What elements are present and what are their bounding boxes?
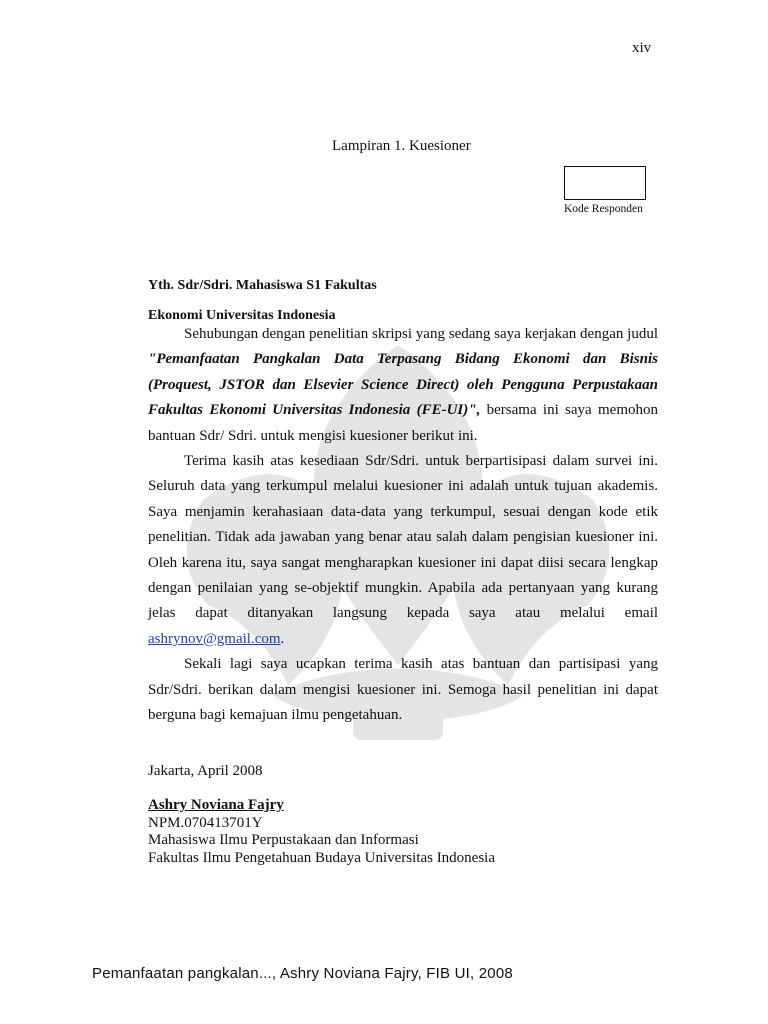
- intro-request-text: bersama ini saya memohon bantuan Sdr/ Sdri. untuk mengisi kuesioner berikut ini.: [148, 402, 658, 444]
- thanks-text: Terima kasih atas kesediaan Sdr/Sdri. untuk berpartisipasi dalam survei ini. Seluruh data yang terkumpul melalui kuesioner ini adalah untuk tujuan akademis. Saya menjamin kerahasiaan data-data yang terkumpul, sesuai dengan kode etik penelitian. Tidak ada jawaban yang benar atau salah dalam pengisian kuesioner ini. Oleh karena itu, saya sangat mengharapkan kuesioner ini dapat diisi secara lengkap dengan penilaian yang se-objektif mungkin. Apabila ada pertanyaan yang kurang jelas dapat ditanyakan langsung kepada saya atau melalui email: [148, 453, 658, 622]
- research-title: "Pemanfaatan Pangkalan Data Terpasang Bidang Ekonomi dan Bisnis (Proquest, JSTOR dan Elsevier Science Direct) oleh Pengguna Perpustakaan Fakultas Ekonomi Universitas Indonesia (FE-UI)",: [148, 351, 658, 419]
- signer-npm: NPM.070413701Y: [148, 814, 263, 831]
- signer-name: Ashry Noviana Fajry: [148, 797, 284, 813]
- closing-text: Sekali lagi saya ucapkan terima kasih atas bantuan dan partisipasi yang Sdr/Sdri. berikan dalam mengisi kuesioner ini. Semoga hasil penelitian ini dapat berguna bagi kemajuan ilmu pengetahuan.: [148, 656, 658, 724]
- kode-responden-box[interactable]: [564, 166, 646, 200]
- paragraph-closing: [148, 652, 658, 728]
- signer-faculty: Fakultas Ilmu Pengetahuan Budaya Universitas Indonesia: [148, 849, 496, 866]
- intro-text: Sehubungan dengan penelitian skripsi yang sedang saya kerjakan dengan judul: [184, 326, 658, 342]
- page-title: Lampiran 1. Kuesioner: [332, 138, 471, 154]
- paragraph-intro: [148, 322, 658, 449]
- paragraph-thanks: [148, 449, 658, 652]
- page-footer: Pemanfaatan pangkalan..., Ashry Noviana Fajry, FIB UI, 2008: [92, 965, 513, 982]
- addressee-line-2: Ekonomi Universitas Indonesia: [148, 308, 336, 323]
- addressee-line-1: Yth. Sdr/Sdri. Mahasiswa S1 Fakultas: [148, 278, 377, 293]
- kode-responden-label: Kode Responden: [564, 203, 643, 215]
- signer-program: Mahasiswa Ilmu Perpustakaan dan Informasi: [148, 832, 419, 848]
- email-link[interactable]: ashrynov@gmail.com: [148, 630, 281, 647]
- letter-body: [148, 322, 658, 729]
- thanks-end: .: [280, 630, 285, 647]
- closing-date: Jakarta, April 2008: [148, 763, 263, 779]
- page-number: xiv: [632, 40, 652, 56]
- signer-block: [148, 797, 495, 867]
